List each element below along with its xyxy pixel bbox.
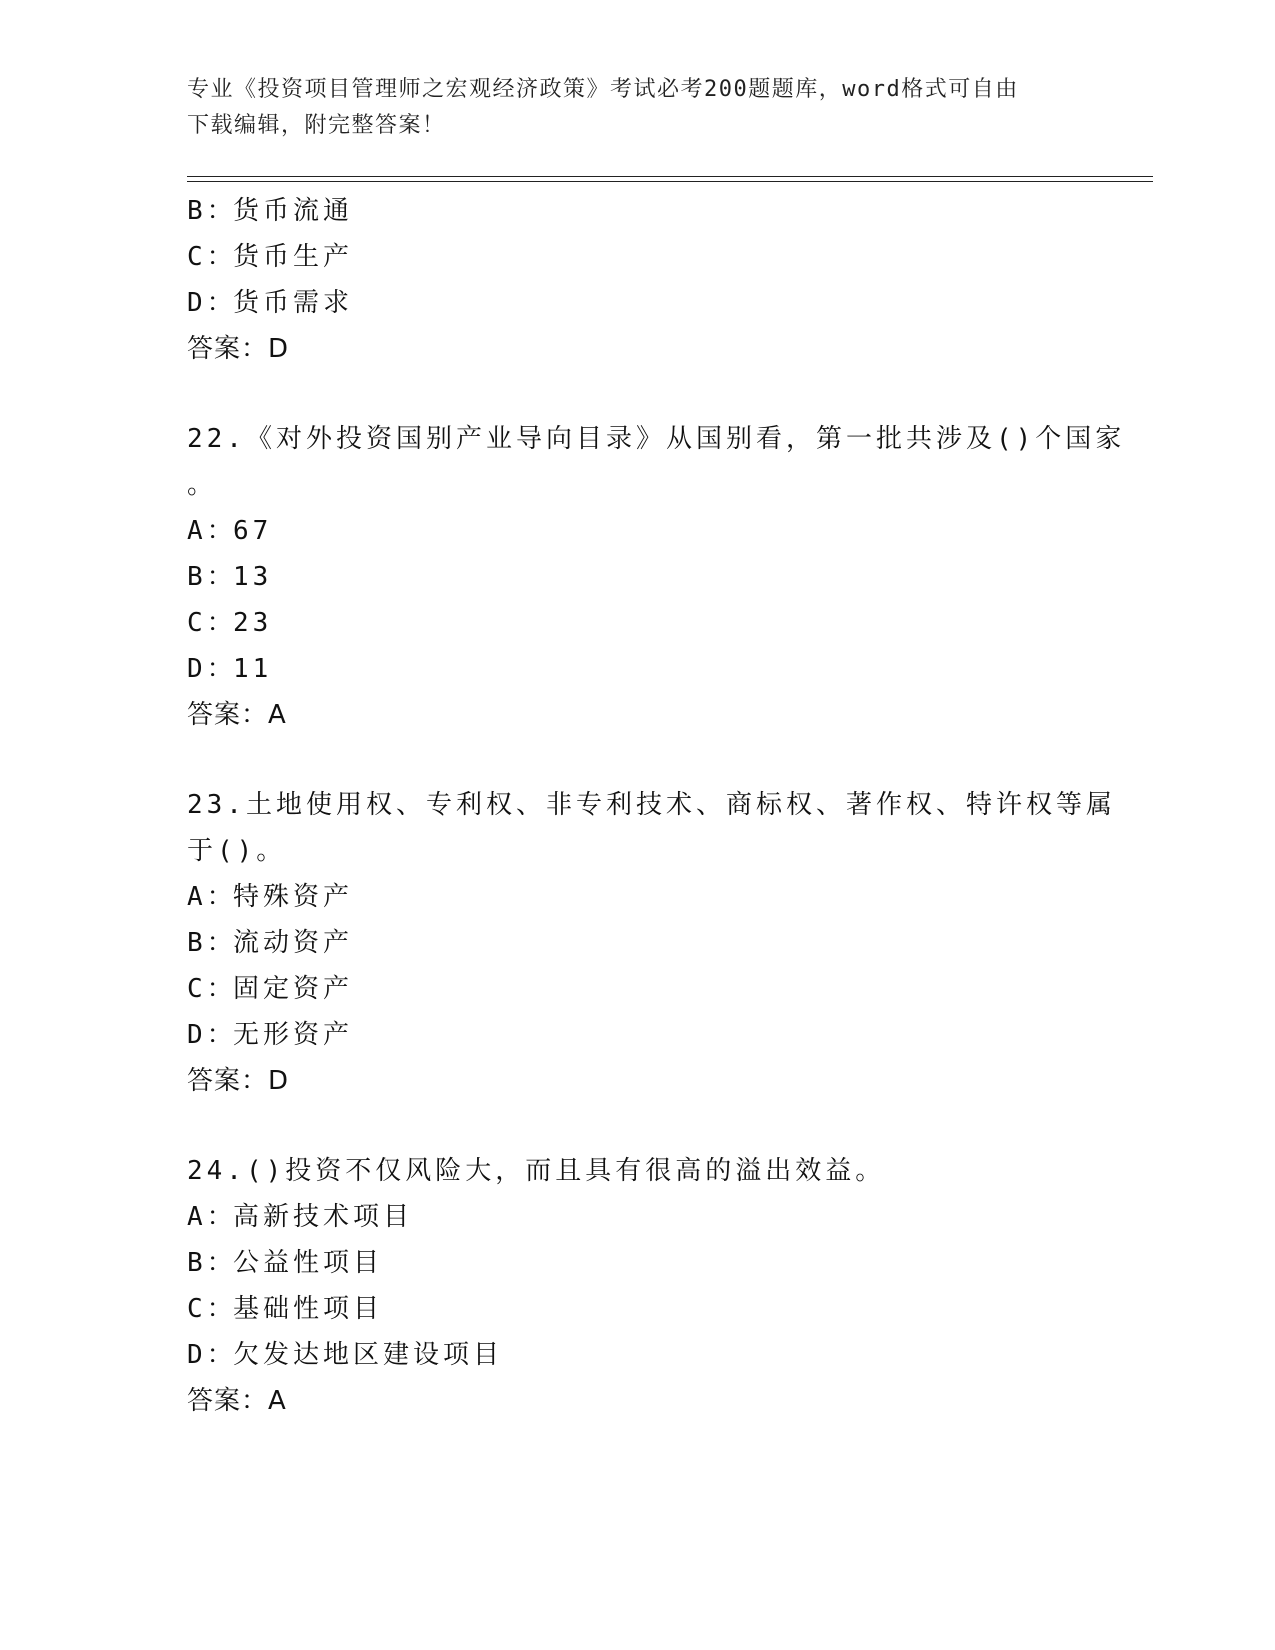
option-c	[187, 234, 1087, 280]
header-divider	[187, 176, 1153, 177]
option-text: 67	[233, 516, 273, 546]
option-key: B：	[187, 928, 237, 958]
option-a	[187, 874, 1087, 920]
option-d	[187, 646, 1087, 692]
option-key: C：	[187, 608, 237, 638]
option-d	[187, 280, 1087, 326]
option-key: A：	[187, 1202, 237, 1232]
option-d	[187, 1012, 1087, 1058]
option-b	[187, 554, 1087, 600]
option-b	[187, 1240, 1087, 1286]
answer-line: 答案：A	[187, 1386, 287, 1416]
answer-line: 答案：D	[187, 334, 290, 364]
option-key: B：	[187, 562, 237, 592]
option-key: C：	[187, 1294, 237, 1324]
answer-line: 答案：D	[187, 1066, 290, 1096]
question-block-23	[187, 782, 1116, 1104]
option-text: 欠发达地区建设项目	[233, 1340, 504, 1370]
question-block-24	[187, 1148, 1087, 1424]
option-text: 特殊资产	[233, 882, 354, 912]
option-key: C：	[187, 974, 237, 1004]
option-a	[187, 1194, 1087, 1240]
header-divider-thin	[187, 181, 1153, 182]
option-text: 货币流通	[233, 196, 354, 226]
option-text: 11	[233, 654, 273, 684]
question-stem-cont: 。	[187, 470, 218, 500]
option-key: C：	[187, 242, 237, 272]
document-header	[187, 72, 1067, 144]
question-content	[187, 188, 1126, 1424]
option-key: D：	[187, 288, 237, 318]
question-stem: 22.《对外投资国别产业导向目录》从国别看，第一批共涉及()个国家	[187, 424, 1126, 454]
header-line-2: 下载编辑，附完整答案！	[187, 113, 446, 138]
option-key: B：	[187, 1248, 237, 1278]
option-c	[187, 966, 1087, 1012]
question-stem: 24.()投资不仅风险大，而且具有很高的溢出效益。	[187, 1156, 886, 1186]
option-key: D：	[187, 1340, 237, 1370]
option-text: 13	[233, 562, 273, 592]
option-b	[187, 920, 1087, 966]
option-d	[187, 1332, 1087, 1378]
question-stem: 23.土地使用权、专利权、非专利技术、商标权、著作权、特许权等属	[187, 790, 1116, 820]
option-b	[187, 188, 1087, 234]
option-text: 23	[233, 608, 273, 638]
option-key: B：	[187, 196, 237, 226]
option-text: 无形资产	[233, 1020, 354, 1050]
option-key: D：	[187, 654, 237, 684]
question-block-22	[187, 416, 1126, 738]
option-text: 货币生产	[233, 242, 354, 272]
option-text: 公益性项目	[233, 1248, 384, 1278]
header-line-1: 专业《投资项目管理师之宏观经济政策》考试必考200题题库，word格式可自由	[187, 77, 1019, 102]
option-text: 货币需求	[233, 288, 354, 318]
answer-line: 答案：A	[187, 700, 287, 730]
option-text: 固定资产	[233, 974, 354, 1004]
option-c	[187, 600, 1087, 646]
question-stem-cont: 于()。	[187, 836, 287, 866]
option-key: A：	[187, 516, 237, 546]
prev-question-block	[187, 188, 1087, 372]
option-a	[187, 508, 1087, 554]
option-text: 流动资产	[233, 928, 354, 958]
option-key: A：	[187, 882, 237, 912]
option-text: 基础性项目	[233, 1294, 384, 1324]
option-c	[187, 1286, 1087, 1332]
option-text: 高新技术项目	[233, 1202, 414, 1232]
option-key: D：	[187, 1020, 237, 1050]
